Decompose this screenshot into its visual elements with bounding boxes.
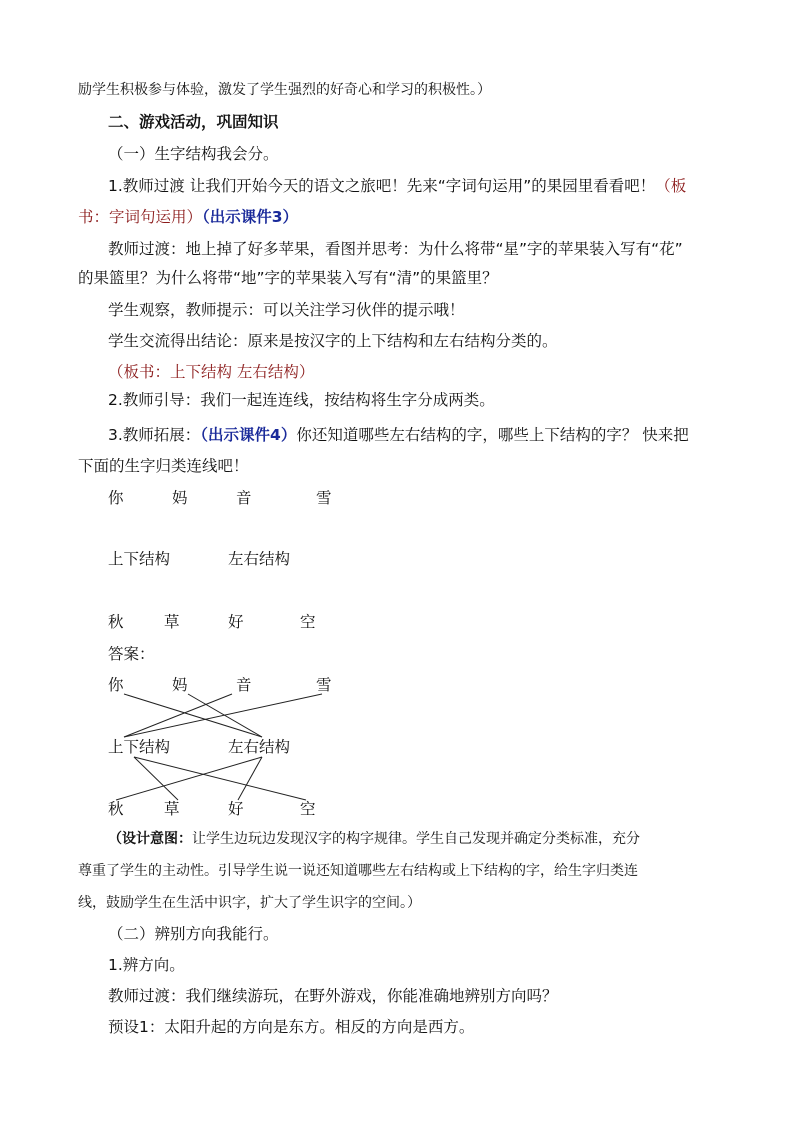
answer-char-ni: 你 [108, 676, 124, 694]
answer-label: 答案： [108, 645, 155, 663]
subsection-heading-2: （二）辨别方向我能行。 [108, 925, 279, 943]
exercise-char-ni[interactable]: 你 [108, 489, 124, 507]
board-note-structures: （板书：上下结构 左右结构） [108, 363, 315, 381]
question-1-transition: 教师过渡：我们继续游玩，在野外游戏，你能准确地辨别方向吗？ [108, 987, 558, 1005]
answer-char-cao: 草 [164, 800, 180, 818]
line-yin-to-top-bottom [124, 694, 232, 737]
board-note-start: （板 [655, 177, 687, 195]
exercise-char-ma[interactable]: 妈 [172, 489, 188, 507]
answer-char-qiu: 秋 [108, 800, 124, 818]
exercise-char-hao[interactable]: 好 [228, 613, 244, 631]
exercise-char-kong[interactable]: 空 [300, 613, 316, 631]
design-intent-text: 让学生边玩边发现汉字的构字规律。学生自己发现并确定分类标准，充分 [192, 831, 640, 847]
answer-category-top-bottom: 上下结构 [108, 738, 171, 756]
preset-1: 预设1：太阳升起的方向是东方。相反的方向是西方。 [108, 1018, 475, 1036]
board-note-end: 书：字词句运用） [78, 208, 203, 226]
paragraph-6-prefix: 3.教师拓展： [108, 426, 201, 444]
intro-note: 励学生积极参与体验，激发了学生强烈的好奇心和学习的积极性。） [78, 82, 491, 98]
subsection-heading-1: （一）生字结构我会分。 [108, 145, 279, 163]
design-intent-line-1 [108, 829, 640, 849]
paragraph-6-line-2: 下面的生字归类连线吧！ [78, 457, 249, 475]
answer-char-xue: 雪 [316, 676, 332, 694]
courseware-3-note: （出示课件3） [202, 208, 299, 226]
line-top-bottom-to-cao [134, 757, 178, 800]
exercise-category-top-bottom[interactable]: 上下结构 [108, 550, 171, 568]
design-intent-line-3: 线，鼓励学生在生活中识字，扩大了学生识字的空间。） [78, 895, 421, 911]
section-heading: 二、游戏活动，巩固知识 [108, 113, 279, 131]
exercise-char-cao[interactable]: 草 [164, 613, 180, 631]
design-intent-line-2: 尊重了学生的主动性。引导学生说一说还知道哪些左右结构或上下结构的字，给生字归类连 [78, 863, 638, 879]
line-ni-to-left-right [124, 694, 262, 737]
paragraph-6-rest: 你还知道哪些左右结构的字，哪些上下结构的字？ 快来把 [296, 426, 689, 444]
exercise-char-qiu[interactable]: 秋 [108, 613, 124, 631]
paragraph-5: 2.教师引导：我们一起连连线，按结构将生字分成两类。 [108, 391, 495, 409]
answer-char-ma: 妈 [172, 676, 188, 694]
exercise-char-yin[interactable]: 音 [236, 489, 252, 507]
answer-category-left-right: 左右结构 [228, 738, 291, 756]
line-top-bottom-to-kong [134, 757, 306, 800]
exercise-char-xue[interactable]: 雪 [316, 489, 332, 507]
paragraph-3: 学生观察，教师提示：可以关注学习伙伴的提示哦！ [108, 301, 465, 319]
answer-char-hao: 好 [228, 800, 244, 818]
answer-char-yin: 音 [236, 676, 252, 694]
exercise-category-left-right[interactable]: 左右结构 [228, 550, 291, 568]
design-intent-label: （设计意图： [108, 831, 192, 847]
courseware-4-note: （出示课件4） [200, 426, 297, 444]
line-left-right-to-qiu [116, 757, 262, 800]
answer-char-kong: 空 [300, 800, 316, 818]
paragraph-1-text: 1.教师过渡 让我们开始今天的语文之旅吧！先来“字词句运用”的果园里看看吧！ [108, 177, 656, 195]
line-xue-to-top-bottom [124, 694, 322, 737]
question-1: 1.辨方向。 [108, 956, 185, 974]
paragraph-4: 学生交流得出结论：原来是按汉字的上下结构和左右结构分类的。 [108, 332, 558, 350]
paragraph-2-line-1: 教师过渡：地上掉了好多苹果，看图并思考：为什么将带“星”字的苹果装入写有“花” [108, 240, 683, 258]
paragraph-2-line-2: 的果篮里？为什么将带“地”字的苹果装入写有“清”的果篮里？ [78, 269, 498, 287]
